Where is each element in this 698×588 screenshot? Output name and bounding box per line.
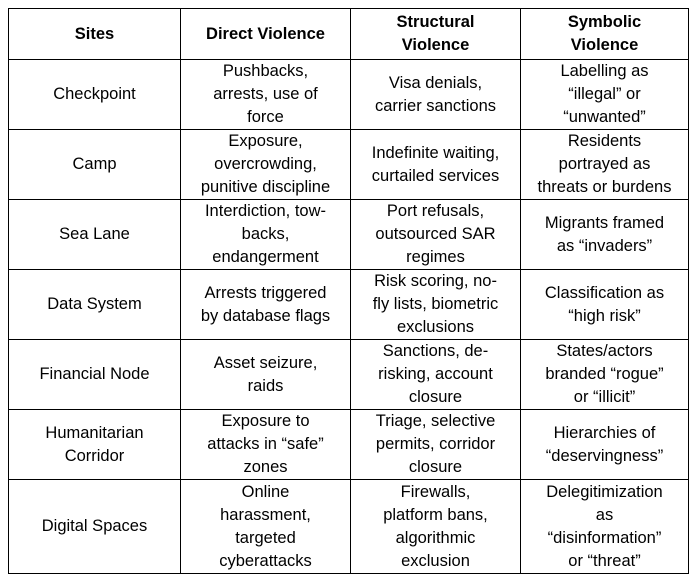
cell-site: Digital Spaces (9, 480, 181, 574)
cell-direct-violence: Pushbacks, arrests, use of force (181, 60, 351, 130)
cell-structural-violence: Firewalls, platform bans, algorithmic exclusion (351, 480, 521, 574)
cell-structural-violence: Visa denials, carrier sanctions (351, 60, 521, 130)
cell-symbolic-violence: Residents portrayed as threats or burdens (521, 130, 689, 200)
cell-direct-violence: Arrests triggered by database flags (181, 270, 351, 340)
cell-direct-violence: Online harassment, targeted cyberattacks (181, 480, 351, 574)
table-header-row (9, 9, 689, 60)
cell-site: Camp (9, 130, 181, 200)
violence-table-container (8, 8, 689, 574)
cell-symbolic-violence: Labelling as “illegal” or “unwanted” (521, 60, 689, 130)
cell-site: Humanitarian Corridor (9, 410, 181, 480)
cell-symbolic-violence: Hierarchies of “deservingness” (521, 410, 689, 480)
table-row (9, 410, 689, 480)
table-row (9, 130, 689, 200)
cell-site: Financial Node (9, 340, 181, 410)
cell-direct-violence: Exposure, overcrowding, punitive discipline (181, 130, 351, 200)
cell-site: Checkpoint (9, 60, 181, 130)
cell-direct-violence: Asset seizure, raids (181, 340, 351, 410)
header-direct-violence: Direct Violence (181, 9, 351, 60)
cell-site: Sea Lane (9, 200, 181, 270)
table-row (9, 270, 689, 340)
cell-symbolic-violence: States/actors branded “rogue” or “illicit” (521, 340, 689, 410)
cell-structural-violence: Risk scoring, no- fly lists, biometric exclusions (351, 270, 521, 340)
table-row (9, 60, 689, 130)
cell-structural-violence: Triage, selective permits, corridor closure (351, 410, 521, 480)
cell-site: Data System (9, 270, 181, 340)
cell-symbolic-violence: Classification as “high risk” (521, 270, 689, 340)
cell-structural-violence: Indefinite waiting, curtailed services (351, 130, 521, 200)
header-structural-violence: Structural Violence (351, 9, 521, 60)
cell-structural-violence: Port refusals, outsourced SAR regimes (351, 200, 521, 270)
table-row (9, 200, 689, 270)
violence-table (8, 8, 689, 574)
table-row (9, 480, 689, 574)
cell-symbolic-violence: Delegitimization as “disinformation” or “threat” (521, 480, 689, 574)
header-symbolic-violence: Symbolic Violence (521, 9, 689, 60)
cell-structural-violence: Sanctions, de- risking, account closure (351, 340, 521, 410)
cell-direct-violence: Exposure to attacks in “safe” zones (181, 410, 351, 480)
header-sites: Sites (9, 9, 181, 60)
table-row (9, 340, 689, 410)
cell-symbolic-violence: Migrants framed as “invaders” (521, 200, 689, 270)
cell-direct-violence: Interdiction, tow- backs, endangerment (181, 200, 351, 270)
